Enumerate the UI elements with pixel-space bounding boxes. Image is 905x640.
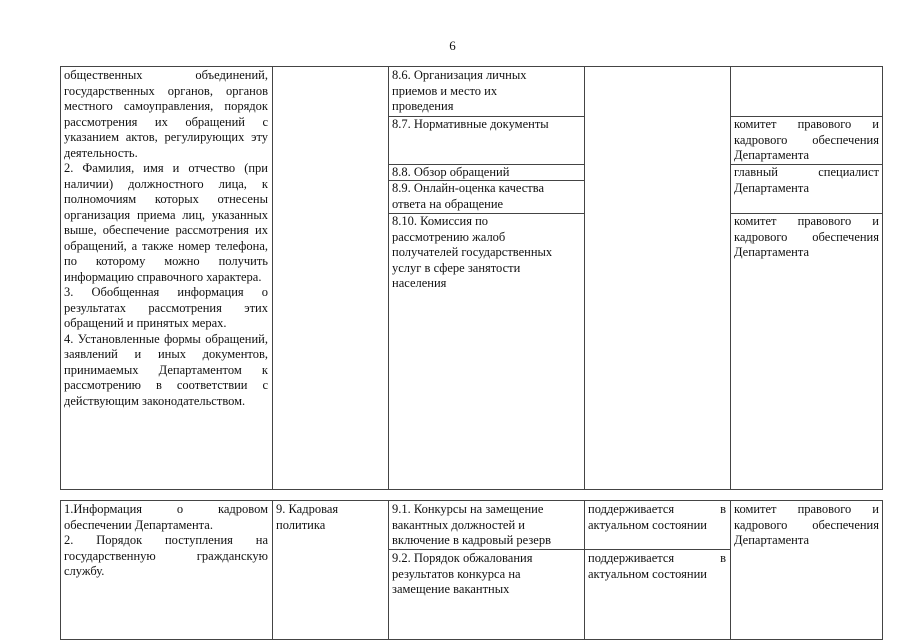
content-table [0, 66, 905, 640]
block2-status-1: поддерживается в актуальном состоянии [588, 502, 726, 532]
block2-item-9-2: 9.2. Порядок обжалования результатов конкурса на замещение вакантных [392, 551, 533, 596]
block1-item-8-7: 8.7. Нормативные документы [392, 117, 549, 131]
block1-item-8-6: 8.6. Организация личных приемов и место их проведения [392, 68, 527, 113]
block2-responsible: комитет правового и кадрового обеспечения Департамента [734, 502, 879, 547]
block2-status-2: поддерживается в актуальном состоянии [588, 551, 726, 581]
block2-item-9-1: 9.1. Конкурсы на замещение вакантных должностей и включение в кадровый резерв [392, 502, 551, 547]
block1-col1-para-4: 4. Установленные формы обращений, заявлений и иных документов, принимаемых Департаментом к рассмотрению в соответствии с действующим законодательством. [64, 331, 268, 408]
block2-section-title: 9. Кадровая политика [276, 502, 339, 532]
block1-responsible-2: комитет правового и кадрового обеспечения Департамента [734, 117, 879, 162]
page-number: 6 [449, 38, 456, 53]
block1-responsible-4: комитет правового и кадрового обеспечения Департамента [734, 214, 879, 259]
block1-item-8-8: 8.8. Обзор обращений [392, 165, 510, 179]
block1-col1-cell [60, 68, 272, 409]
block1-col1-para-1: общественных объединений, государственных органов, органов местного самоуправления, порядок рассмотрения их обращений с указанием актов, регулирующих эту деятельность. [64, 68, 268, 160]
block1-col1-para-2: 2. Фамилия, имя и отчество (при наличии) должностного лица, к полномочиям которых отнесены организация приема лиц, указанных выше, обеспечение рассмотрения их обращений, а также номер телефона, по которому можно получить информацию справочного характера. [64, 161, 268, 284]
block2-col1-cell [60, 502, 272, 580]
block1-item-8-10: 8.10. Комиссия по рассмотрению жалоб получателей государственных услуг в сфере занятости населения [392, 214, 553, 290]
block1-responsible-3: главный специалист Департамента [734, 165, 879, 195]
block2-col1-para-2: 2. Порядок поступления на государственную гражданскую службу. [64, 533, 268, 578]
block1-item-8-9: 8.9. Онлайн-оценка качества ответа на обращение [392, 181, 545, 211]
block2-col1-para-1: 1.Информация о кадровом обеспечении Департамента. [64, 502, 268, 532]
block1-col1-para-3: 3. Обобщенная информация о результатах рассмотрения этих обращений и принятых мерах. [64, 285, 268, 330]
